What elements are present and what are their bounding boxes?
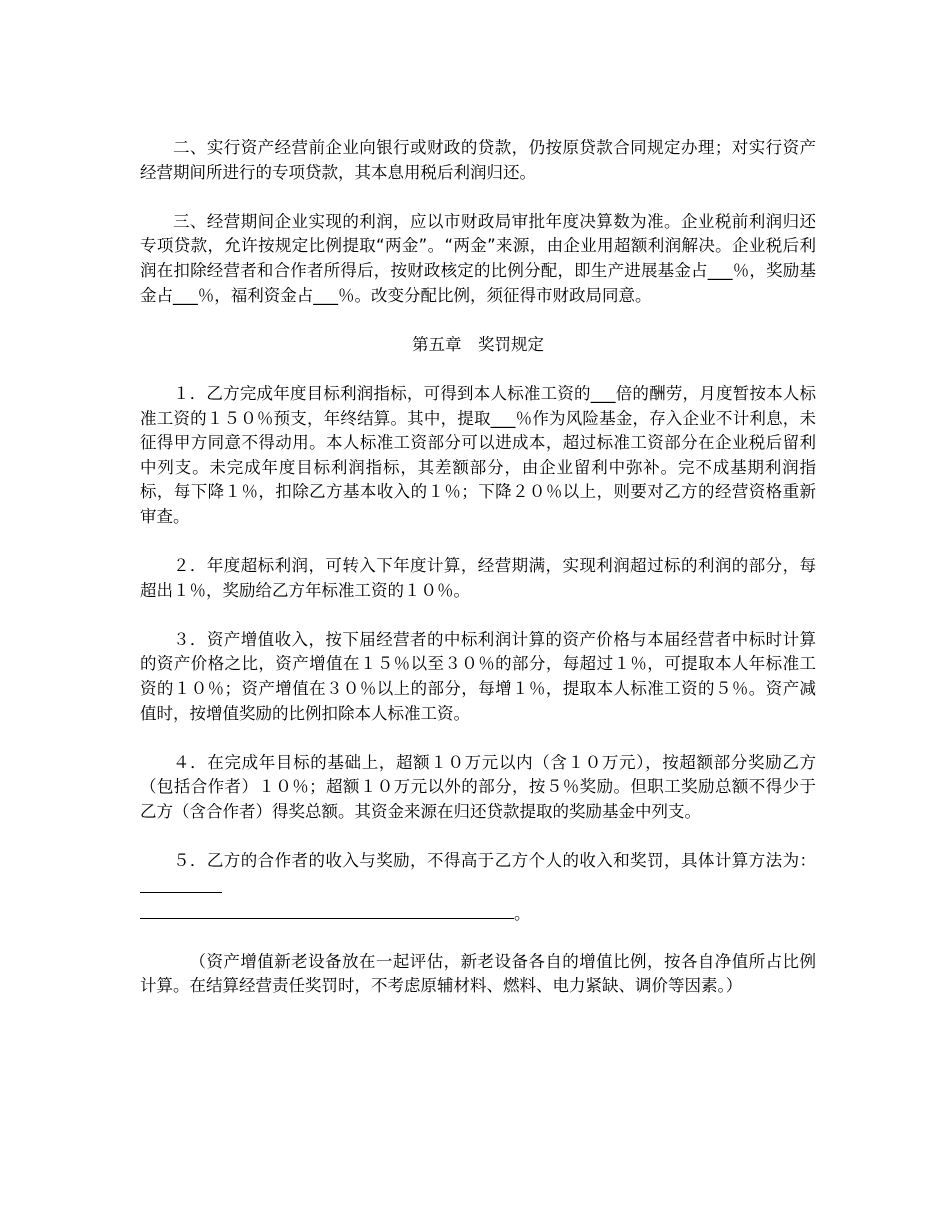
item-5-text — [140, 849, 816, 900]
item-5 — [140, 849, 816, 925]
document-body — [140, 136, 816, 999]
fill-in-rule — [140, 900, 514, 919]
item-3: ３．资产增值收入，按下届经营者的中标利润计算的资产价格与本届经营者中标时计算的资产价格之比，资产增值在１５％以至３０％的部分，每超过１％，可提取本人年标准工资的１０％；资产增值在３０％以上的部分，每增１％，提取本人标准工资的５％。资产减值时，按增值奖励的比例扣除本人标准工资。 — [140, 629, 816, 723]
item-5-end: 。 — [514, 904, 531, 924]
note-paragraph: （资产增值新老设备放在一起评估，新老设备各自的增值比例，按各自净值所占比例计算。在结算经营责任奖罚时，不考虑原辅材料、燃料、电力紧缺、调价等因素。） — [140, 951, 816, 996]
item-5-label: ５．乙方的合作者的收入与奖励，不得高于乙方个人的收入和奖罚，具体计算方法为： — [173, 851, 816, 871]
paragraph-3: 三、经营期间企业实现的利润，应以市财政局审批年度决算数为准。企业税前利润归还专项贷款，允许按规定比例提取“两金”。“两金”来源，由企业用超额利润解决。企业税后利润在扣除经营者和合作者所得后，按财政核定的比例分配，即生产进展基金占___％，奖励基金占___％，福利资金占___％。改变分配比例，须征得市财政局同意。 — [140, 211, 816, 305]
item-4: ４．在完成年目标的基础上，超额１０万元以内（含１０万元），按超额部分奖励乙方（包括合作者）１０％；超额１０万元以外的部分，按５％奖励。但职工奖励总额不得少于乙方（含合作者）得奖总额。其资金来源在归还贷款提取的奖励基金中列支。 — [140, 752, 816, 822]
fill-in-line — [140, 900, 816, 925]
item-1: １．乙方完成年度目标利润指标，可得到本人标准工资的___倍的酬劳，月度暂按本人标准工资的１５０％预支，年终结算。其中，提取___％作为风险基金，存入企业不计利息，未征得甲方同意不得动用。本人标准工资部分可以进成本，超过标准工资部分在企业税后留利中列支。未完成年度目标利润指标，其差额部分，由企业留利中弥补。完不成基期利润指标，每下降１％，扣除乙方基本收入的１％；下降２０％以上，则要对乙方的经营资格重新审查。 — [140, 383, 816, 526]
paragraph-2: 二、实行资产经营前企业向银行或财政的贷款，仍按原贷款合同规定办理；对实行资产经营期间所进行的专项贷款，其本息用税后利润归还。 — [140, 138, 816, 182]
item-2: ２．年度超标利润，可转入下年度计算，经营期满，实现利润超过标的利润的部分，每超出１％，奖励给乙方年标准工资的１０％。 — [140, 556, 816, 600]
fill-in-blank — [140, 874, 222, 893]
chapter-title: 第五章 奖罚规定 — [412, 334, 544, 354]
